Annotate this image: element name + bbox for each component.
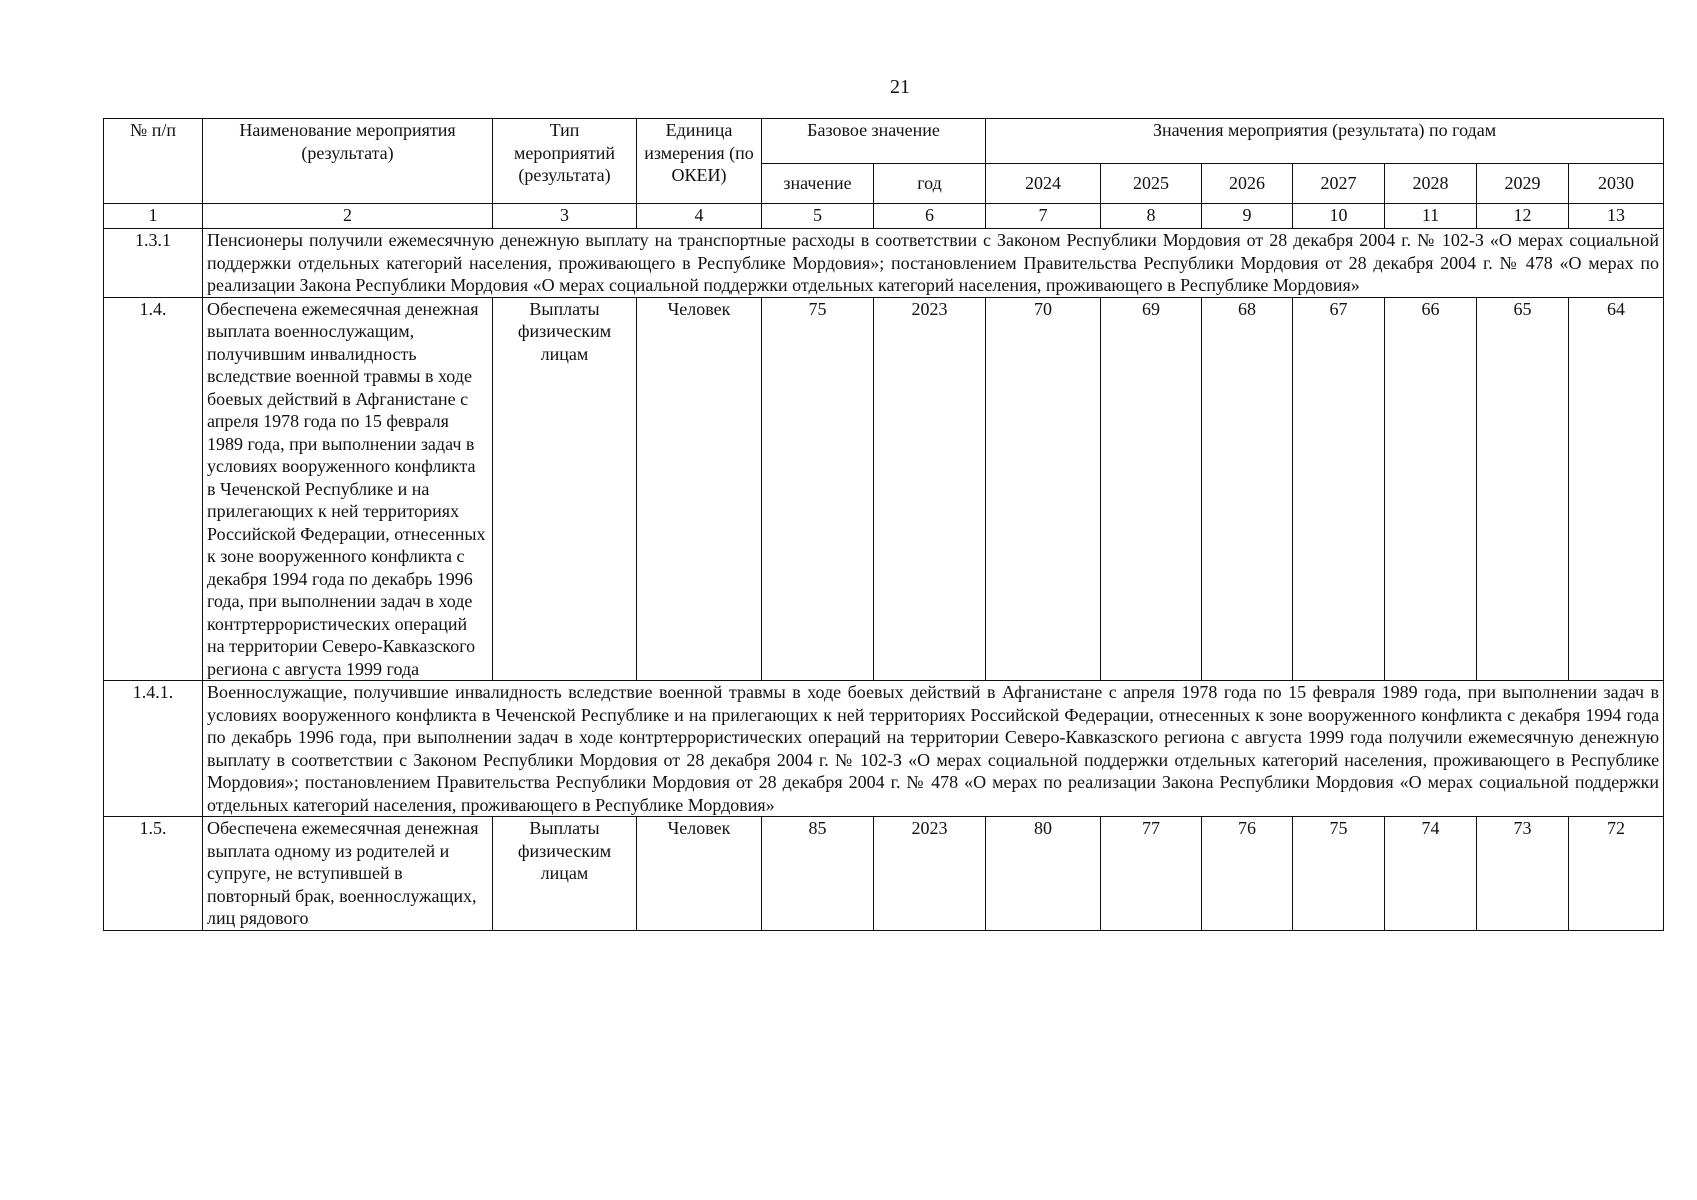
table-row	[104, 229, 1664, 298]
row-number: 1.4.	[104, 297, 203, 681]
column-number: 2	[203, 204, 493, 229]
column-number: 5	[762, 204, 874, 229]
header-year: 2027	[1293, 164, 1385, 204]
row-year-value: 80	[986, 817, 1101, 931]
row-unit: Человек	[637, 297, 762, 681]
column-number: 6	[874, 204, 986, 229]
header-year: 2025	[1101, 164, 1202, 204]
row-year-value: 76	[1202, 817, 1293, 931]
results-table	[103, 118, 1664, 931]
row-year-value: 70	[986, 297, 1101, 681]
column-number: 10	[1293, 204, 1385, 229]
column-number-row	[104, 204, 1664, 229]
row-year-value: 74	[1385, 817, 1477, 931]
row-base-value: 75	[762, 297, 874, 681]
header-years-group: Значения мероприятия (результата) по годам	[986, 119, 1664, 164]
header-base-year: год	[874, 164, 986, 204]
row-type: Выплаты физическим лицам	[493, 817, 637, 931]
row-type: Выплаты физическим лицам	[493, 297, 637, 681]
column-number: 13	[1569, 204, 1664, 229]
column-number: 9	[1202, 204, 1293, 229]
header-base: Базовое значение	[762, 119, 986, 164]
table-row	[104, 681, 1664, 817]
row-name: Обеспечена ежемесячная денежная выплата военнослужащим, получившим инвалидность вследствие военной травмы в ходе боевых действий в Афганистане с апреля 1978 года по 15 февраля 1989 года, при выполнении задач в условиях вооруженного конфликта в Чеченской Республике и на прилегающих к ней территориях Российской Федерации, отнесенных к зоне вооруженного конфликта с декабря 1994 года по декабрь 1996 года, при выполнении задач в ходе контртеррористических операций на территории Северо-Кавказского региона с августа 1999 года	[203, 297, 493, 681]
row-base-value: 85	[762, 817, 874, 931]
row-base-year: 2023	[874, 297, 986, 681]
row-year-value: 66	[1385, 297, 1477, 681]
row-year-value: 64	[1569, 297, 1664, 681]
row-number: 1.4.1.	[104, 681, 203, 817]
header-year: 2024	[986, 164, 1101, 204]
header-name: Наименование мероприятия (результата)	[203, 119, 493, 204]
column-number: 3	[493, 204, 637, 229]
column-number: 11	[1385, 204, 1477, 229]
header-num: № п/п	[104, 119, 203, 204]
row-number: 1.5.	[104, 817, 203, 931]
header-year: 2026	[1202, 164, 1293, 204]
column-number: 7	[986, 204, 1101, 229]
row-year-value: 75	[1293, 817, 1385, 931]
column-number: 1	[104, 204, 203, 229]
header-base-value: значение	[762, 164, 874, 204]
row-description: Военнослужащие, получившие инвалидность вследствие военной травмы в ходе боевых действий в Афганистане с апреля 1978 года по 15 февраля 1989 года, при выполнении задач в условиях вооруженного конфликта в Чеченской Республике и на прилегающих к ней территориях Российской Федерации, отнесенных к зоне вооруженного конфликта с декабря 1994 года по декабрь 1996 года, при выполнении задач в ходе контртеррористических операций на территории Северо-Кавказского региона с августа 1999 года получили ежемесячную денежную выплату в соответствии с Законом Республики Мордовия от 28 декабря 2004 г. № 102-З «О мерах социальной поддержки отдельных категорий населения, проживающего в Республике Мордовия»; постановлением Правительства Республики Мордовия от 28 декабря 2004 г. № 478 «О мерах по реализации Закона Республики Мордовия «О мерах социальной поддержки отдельных категорий населения, проживающего в Республике Мордовия»	[203, 681, 1664, 817]
row-year-value: 67	[1293, 297, 1385, 681]
column-number: 8	[1101, 204, 1202, 229]
row-year-value: 73	[1477, 817, 1569, 931]
header-unit: Единица измерения (по ОКЕИ)	[637, 119, 762, 204]
row-year-value: 77	[1101, 817, 1202, 931]
table-row	[104, 817, 1664, 931]
table-row	[104, 297, 1664, 681]
row-number: 1.3.1	[104, 229, 203, 298]
column-number: 12	[1477, 204, 1569, 229]
header-year: 2030	[1569, 164, 1664, 204]
row-name: Обеспечена ежемесячная денежная выплата одному из родителей и супруге, не вступившей в повторный брак, военнослужащих, лиц рядового	[203, 817, 493, 931]
row-unit: Человек	[637, 817, 762, 931]
row-description: Пенсионеры получили ежемесячную денежную выплату на транспортные расходы в соответствии с Законом Республики Мордовия от 28 декабря 2004 г. № 102-З «О мерах социальной поддержки отдельных категорий населения, проживающего в Республике Мордовия»; постановлением Правительства Республики Мордовия от 28 декабря 2004 г. № 478 «О мерах по реализации Закона Республики Мордовия «О мерах социальной поддержки отдельных категорий населения, проживающего в Республике Мордовия»	[203, 229, 1664, 298]
row-year-value: 69	[1101, 297, 1202, 681]
header-type: Тип мероприятий (результата)	[493, 119, 637, 204]
page-number: 21	[890, 76, 910, 98]
header-year: 2028	[1385, 164, 1477, 204]
row-year-value: 65	[1477, 297, 1569, 681]
header-year: 2029	[1477, 164, 1569, 204]
row-year-value: 72	[1569, 817, 1664, 931]
row-year-value: 68	[1202, 297, 1293, 681]
header-row-1	[104, 119, 1664, 164]
column-number: 4	[637, 204, 762, 229]
row-base-year: 2023	[874, 817, 986, 931]
